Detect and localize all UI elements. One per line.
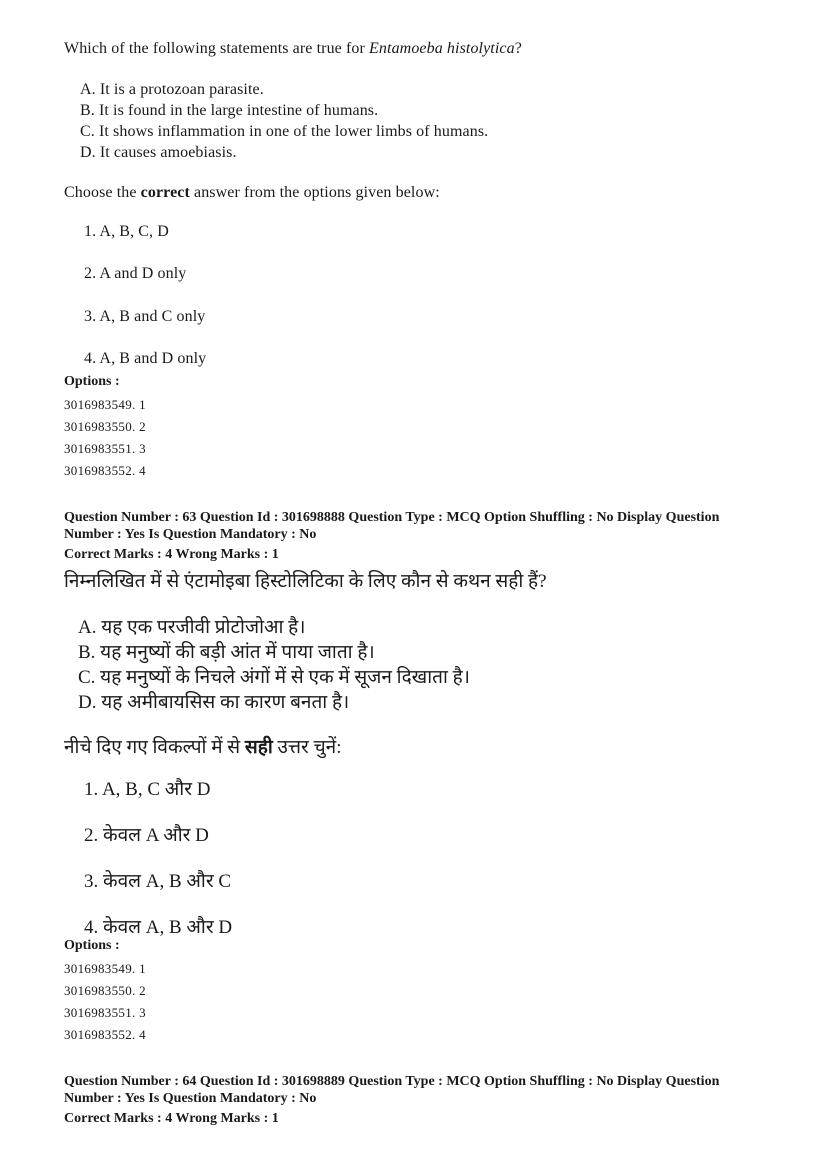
q63-choose-bold: सही	[244, 737, 273, 758]
q62-option-4: 3016983552. 4	[64, 463, 146, 478]
q62-choose-bold: correct	[140, 184, 190, 201]
q62-answer-2: 2. A and D only	[84, 265, 187, 282]
q63-meta-line3: Correct Marks : 4 Wrong Marks : 1	[64, 547, 279, 562]
q62-answer-1: 1. A, B, C, D	[84, 223, 169, 240]
q62-stem	[64, 40, 522, 58]
q63-statement-c: C. यह मनुष्यों के निचले अंगों में से एक में सूजन दिखाता है।	[78, 667, 470, 688]
q62-option-2: 3016983550. 2	[64, 419, 146, 434]
q63-option-1: 3016983549. 1	[64, 961, 146, 976]
q63-choose-instruction	[64, 733, 341, 759]
q63-statement-d: D. यह अमीबायसिस का कारण बनता है।	[78, 692, 350, 713]
q63-statement-a: A. यह एक परजीवी प्रोटोजोआ है।	[78, 617, 306, 638]
q62-choose-after: answer from the options given below:	[189, 184, 440, 201]
q62-stem-species: Entamoeba histolytica	[369, 40, 515, 57]
q63-answer-3: 3. केवल A, B और C	[84, 871, 232, 892]
q62-statement-d: D. It causes amoebiasis.	[80, 144, 237, 161]
q62-statement-c: C. It shows inflammation in one of the lower limbs of humans.	[80, 123, 489, 140]
q63-answer-1: 1. A, B, C और D	[84, 779, 211, 800]
q63-statement-b: B. यह मनुष्यों की बड़ी आंत में पाया जाता है।	[78, 642, 375, 663]
q63-stem: निम्नलिखित में से एंटामोइबा हिस्टोलिटिका के लिए कौन से कथन सही हैं?	[64, 571, 547, 592]
q63-option-2: 3016983550. 2	[64, 983, 146, 998]
q63-option-4: 3016983552. 4	[64, 1027, 146, 1042]
q62-options-label: Options :	[64, 374, 120, 389]
q64-meta-line3: Correct Marks : 4 Wrong Marks : 1	[64, 1111, 279, 1126]
q63-meta-line1: Question Number : 63 Question Id : 301698888 Question Type : MCQ Option Shuffling : No Display Question	[64, 510, 720, 525]
q63-answer-2: 2. केवल A और D	[84, 825, 209, 846]
q62-option-3: 3016983551. 3	[64, 441, 146, 456]
q64-meta-line2: Number : Yes Is Question Mandatory : No	[64, 1091, 317, 1106]
q63-answer-4: 4. केवल A, B और D	[84, 917, 233, 938]
q63-choose-after: उत्तर चुनें:	[272, 737, 342, 758]
q62-choose-before: Choose the	[64, 184, 141, 201]
q63-meta	[64, 509, 764, 563]
q63-choose-before: नीचे दिए गए विकल्पों में से	[64, 737, 245, 758]
q63-meta-line2: Number : Yes Is Question Mandatory : No	[64, 527, 317, 542]
q62-answer-3: 3. A, B and C only	[84, 308, 206, 325]
q62-answer-4: 4. A, B and D only	[84, 350, 207, 367]
q62-choose-instruction	[64, 184, 440, 202]
q62-statement-b: B. It is found in the large intestine of humans.	[80, 102, 379, 119]
q62-stem-after: ?	[514, 40, 522, 57]
q64-meta-line1: Question Number : 64 Question Id : 301698889 Question Type : MCQ Option Shuffling : No Display Question	[64, 1074, 720, 1089]
q63-option-3: 3016983551. 3	[64, 1005, 146, 1020]
q64-meta	[64, 1073, 764, 1127]
q63-options-label: Options :	[64, 938, 120, 953]
q62-statement-a: A. It is a protozoan parasite.	[80, 81, 264, 98]
q62-option-1: 3016983549. 1	[64, 397, 146, 412]
q62-stem-before: Which of the following statements are true for	[64, 40, 370, 57]
